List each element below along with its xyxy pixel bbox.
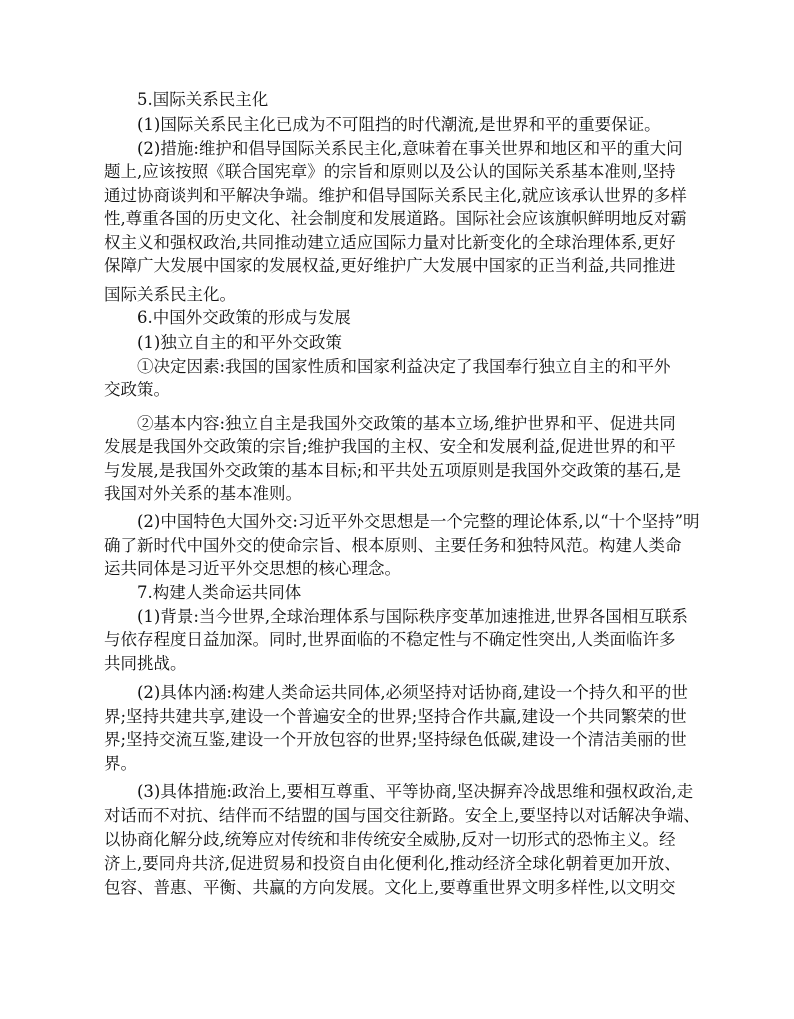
paragraph-line: 界。 — [104, 754, 137, 773]
paragraph-line: (2)中国特色大国外交:习近平外交思想是一个完整的理论体系,以“十个坚持”明 — [137, 512, 700, 531]
paragraph-line: 界;坚持共建共享,建设一个普遍安全的世界;坚持合作共赢,建设一个共同繁荣的世 — [104, 707, 687, 726]
paragraph-line: 交政策。 — [104, 380, 170, 399]
paragraph-line: 与依存程度日益加深。同时,世界面临的不稳定性与不确定性突出,人类面临许多 — [104, 630, 676, 649]
paragraph-line: 与发展,是我国外交政策的基本目标;和平共处五项原则是我国外交政策的基石,是 — [104, 461, 682, 480]
paragraph-line: 保障广大发展中国家的发展权益,更好维护广大发展中国家的正当利益,共同推进 — [104, 256, 676, 275]
paragraph-line: 题上,应该按照《联合国宪章》的宗旨和原则以及公认的国际关系基本准则,坚持 — [104, 162, 676, 181]
paragraph-line: ①决定因素:我国的国家性质和国家利益决定了我国奉行独立自主的和平外 — [137, 357, 671, 376]
paragraph-line: 以协商化解分歧,统筹应对传统和非传统安全威胁,反对一切形式的恐怖主义。经 — [104, 830, 676, 849]
paragraph-line: (3)具体措施:政治上,要相互尊重、平等协商,坚决摒弃冷战思维和强权政治,走 — [137, 782, 694, 801]
section-heading-7: 7.构建人类命运共同体 — [137, 583, 302, 602]
paragraph-line: (2)措施:维护和倡导国际关系民主化,意味着在事关世界和地区和平的重大问 — [137, 139, 683, 158]
paragraph-line: 权主义和强权政治,共同推动建立适应国际力量对比新变化的全球治理体系,更好 — [104, 233, 676, 252]
paragraph-line: 确了新时代中国外交的使命宗旨、根本原则、主要任务和独特风范。构建人类命 — [104, 536, 682, 555]
section-heading-6: 6.中国外交政策的形成与发展 — [137, 308, 351, 327]
paragraph-line: 对话而不对抗、结伴而不结盟的国与国交往新路。安全上,要坚持以对话解决争端、 — [104, 806, 700, 825]
paragraph-line: (1)背景:当今世界,全球治理体系与国际秩序变革加速推进,世界各国相互联系 — [137, 607, 688, 626]
paragraph-line: 性,尊重各国的历史文化、社会制度和发展道路。国际社会应该旗帜鲜明地反对霸 — [104, 209, 687, 228]
paragraph-line: 发展是我国外交政策的宗旨;维护我国的主权、安全和发展利益,促进世界的和平 — [104, 437, 676, 456]
paragraph-line: ②基本内容:独立自主是我国外交政策的基本立场,维护世界和平、促进共同 — [137, 414, 676, 433]
paragraph-line: 包容、普惠、平衡、共赢的方向发展。文化上,要尊重世界文明多样性,以文明交 — [104, 878, 676, 897]
subsection-heading: (1)独立自主的和平外交政策 — [137, 333, 342, 352]
paragraph-line: 共同挑战。 — [104, 654, 187, 673]
paragraph-line: (2)具体内涵:构建人类命运共同体,必须坚持对话协商,建设一个持久和平的世 — [137, 683, 688, 702]
paragraph-line: 国际关系民主化。 — [104, 285, 236, 304]
paragraph-line: 通过协商谈判和平解决争端。维护和倡导国际关系民主化,就应该承认世界的多样 — [104, 186, 687, 205]
paragraph-line: 济上,要同舟共济,促进贸易和投资自由化便利化,推动经济全球化朝着更加开放、 — [104, 854, 681, 873]
paragraph-line: (1)国际关系民主化已成为不可阻挡的时代潮流,是世界和平的重要保证。 — [137, 115, 661, 134]
paragraph-line: 界;坚持交流互鉴,建设一个开放包容的世界;坚持绿色低碳,建设一个清洁美丽的世 — [104, 730, 687, 749]
section-heading-5: 5.国际关系民主化 — [137, 90, 269, 109]
paragraph-line: 我国对外关系的基本准则。 — [104, 484, 302, 503]
paragraph-line: 运共同体是习近平外交思想的核心理念。 — [104, 559, 401, 578]
